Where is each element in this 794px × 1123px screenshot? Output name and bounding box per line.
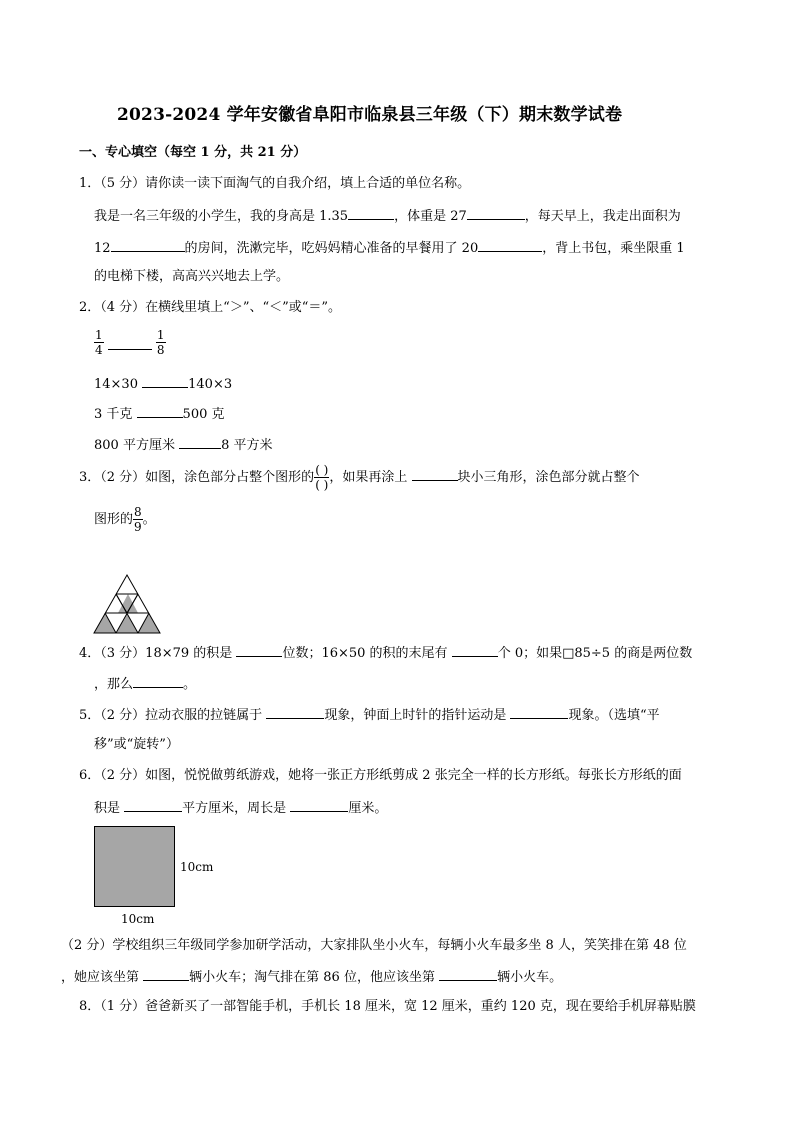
answer-blank[interactable] [348,206,394,220]
answer-blank[interactable] [137,404,183,418]
answer-blank[interactable] [452,643,498,657]
numerator: 8 [134,505,142,519]
text: 4．（3 分）18×79 的积是 [79,646,233,661]
text: ，每天早上，我走出面积为 [524,209,681,224]
question-2-heading: 2．（4 分）在横线里填上“＞”、“＜”或“＝”。 [79,300,342,315]
text: 厘米。 [348,801,388,816]
page-title: 2023-2024 学年安徽省阜阳市临泉县三年级（下）期末数学试卷 [117,105,623,125]
question-6-line-2 [94,798,387,818]
text: 。 [183,677,197,692]
answer-blank[interactable] [111,238,185,252]
shaded-triangle [116,613,138,633]
answer-blank[interactable] [133,674,183,688]
square-figure [94,826,175,907]
text: ，背上书包，乘坐限重 1 [542,241,685,256]
numerator: 1 [156,328,165,342]
text: 3．（2 分）如图，涂色部分占整个图形的 [79,470,315,485]
question-7-line-2 [61,967,562,987]
question-2-row-2 [94,374,232,394]
text: 个 0；如果□85÷5 的商是两位数 [497,646,693,661]
question-5-line-2: 移”或“旋转”） [94,737,179,752]
text: 平方厘米，周长是 [182,801,287,816]
answer-blank[interactable] [290,798,348,812]
text: 3 千克 [94,407,133,422]
text: 辆小火车。 [497,970,563,985]
numerator-blank: ( ) [315,463,329,477]
question-5-line-1 [79,705,660,725]
text: 位数；16×50 的积的末尾有 [282,646,448,661]
question-8-line-1: 8．（1 分）爸爸新买了一部智能手机，手机长 18 厘米，宽 12 厘米，重约 120 克，现在要给手机屏幕贴膜 [79,999,696,1014]
denominator: 4 [95,343,103,357]
triangle-figure [92,573,164,635]
side-length-label: 10cm [180,860,214,874]
text: ，那么 [94,677,134,692]
text: 800 平方厘米 [94,438,175,453]
answer-blank[interactable] [439,967,497,981]
question-1-line-2 [94,238,685,258]
answer-blank[interactable] [142,374,188,388]
question-1-heading: 1．（5 分）请你读一读下面淘气的自我介绍，填上合适的单位名称。 [79,176,471,191]
denominator: 8 [156,343,165,357]
text: 图形的 [94,512,134,527]
question-3-line-2 [94,505,156,534]
text: 辆小火车；淘气排在第 86 位，他应该坐第 [189,970,435,985]
answer-blank[interactable] [510,705,568,719]
text: 8 平方米 [221,438,273,453]
text: 现象。（选填“平 [568,708,660,723]
fraction [156,328,166,357]
denominator-blank: ( ) [315,478,329,492]
answer-blank[interactable] [143,967,189,981]
answer-blank[interactable] [124,798,182,812]
text: 。 [142,512,156,527]
text: ，她应该坐第 [61,970,140,985]
shaded-triangle [94,613,116,633]
question-3-line-1 [79,463,640,492]
question-1-line-1 [94,206,681,226]
text: 500 克 [182,407,225,422]
bottom-length-label: 10cm [121,912,155,926]
question-4-line-2 [94,674,196,694]
answer-blank[interactable] [108,336,152,350]
question-2-row-3 [94,404,225,424]
question-4-line-1 [79,643,692,663]
text: 积是 [94,801,121,816]
text: 12 [94,241,111,256]
question-2-row-4 [94,435,273,455]
question-1-line-3: 的电梯下楼，高高兴兴地去上学。 [94,269,290,284]
fraction [94,328,104,357]
answer-blank[interactable] [467,206,525,220]
question-2-row-1 [94,328,166,357]
fraction-blank[interactable] [314,463,329,492]
answer-blank[interactable] [412,467,458,481]
answer-blank[interactable] [266,705,324,719]
question-7-line-1: （2 分）学校组织三年级同学参加研学活动，大家排队坐小火车，每辆小火车最多坐 8 人，笑笑排在第 48 位 [61,938,687,953]
denominator: 9 [134,520,142,534]
text: 块小三角形，涂色部分就占整个 [457,470,640,485]
text: 14×30 [94,377,138,392]
text: 5．（2 分）拉动衣服的拉链属于 [79,708,263,723]
text: 我是一名三年级的小学生，我的身高是 1.35 [94,209,349,224]
text: ，体重是 27 [394,209,467,224]
section-heading: 一、专心填空（每空 1 分，共 21 分） [79,145,307,160]
numerator: 1 [95,328,103,342]
question-6-line-1: 6．（2 分）如图，悦悦做剪纸游戏，她将一张正方形纸剪成 2 张完全一样的长方形纸。每张长方形纸的面 [79,768,682,783]
shaded-triangle [138,613,160,633]
answer-blank[interactable] [236,643,282,657]
text: 现象，钟面上时针的指针运动是 [324,708,507,723]
fraction [133,505,143,534]
text: 的房间，洗漱完毕，吃妈妈精心准备的早餐用了 20 [184,241,479,256]
text: 140×3 [188,377,233,392]
text: ，如果再涂上 [329,470,408,485]
answer-blank[interactable] [179,435,221,449]
answer-blank[interactable] [478,238,542,252]
